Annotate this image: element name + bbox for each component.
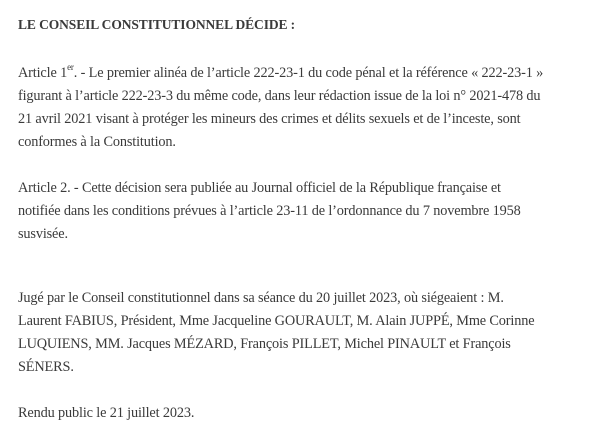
article-2-line-2: notifiée dans les conditions prévues à l’article 23-11 de l’ordonnance du 7 novembre 1958 [18, 203, 521, 219]
article-1-line-2: figurant à l’article 222-23-3 du même code, dans leur rédaction issue de la loi n° 2021-478 du [18, 88, 541, 104]
judged-line-2: Laurent FABIUS, Président, Mme Jacqueline GOURAULT, M. Alain JUPPÉ, Mme Corinne [18, 313, 535, 329]
judged-paragraph [18, 287, 534, 379]
article-1-line-1-text: . - Le premier alinéa de l’article 222-23-1 du code pénal et la référence « 222-23-1 » [73, 65, 544, 81]
article-2-paragraph [18, 177, 521, 246]
article-1-superscript: er [67, 62, 74, 73]
judged-line-3: LUQUIENS, MM. Jacques MÉZARD, François PILLET, Michel PINAULT et François [18, 336, 511, 352]
judged-line-1: Jugé par le Conseil constitutionnel dans sa séance du 20 juillet 2023, où siégeaient : M. [18, 290, 504, 306]
public-date-line: Rendu public le 21 juillet 2023. [18, 405, 195, 421]
judged-line-4: SÉNERS. [18, 359, 74, 375]
article-1-paragraph [18, 62, 543, 154]
article-1-line-4: conformes à la Constitution. [18, 134, 176, 150]
article-1-prefix: Article 1 [18, 65, 68, 81]
article-2-line-3: susvisée. [18, 226, 68, 242]
article-1-line-1 [18, 62, 543, 85]
public-date-paragraph [18, 402, 194, 425]
article-1-line-3: 21 avril 2021 visant à protéger les mineurs des crimes et délits sexuels et de l’inceste, sont [18, 111, 521, 127]
decision-heading: LE CONSEIL CONSTITUTIONNEL DÉCIDE : [18, 17, 296, 32]
article-2-line-1: Article 2. - Cette décision sera publiée au Journal officiel de la République française et [18, 180, 501, 196]
